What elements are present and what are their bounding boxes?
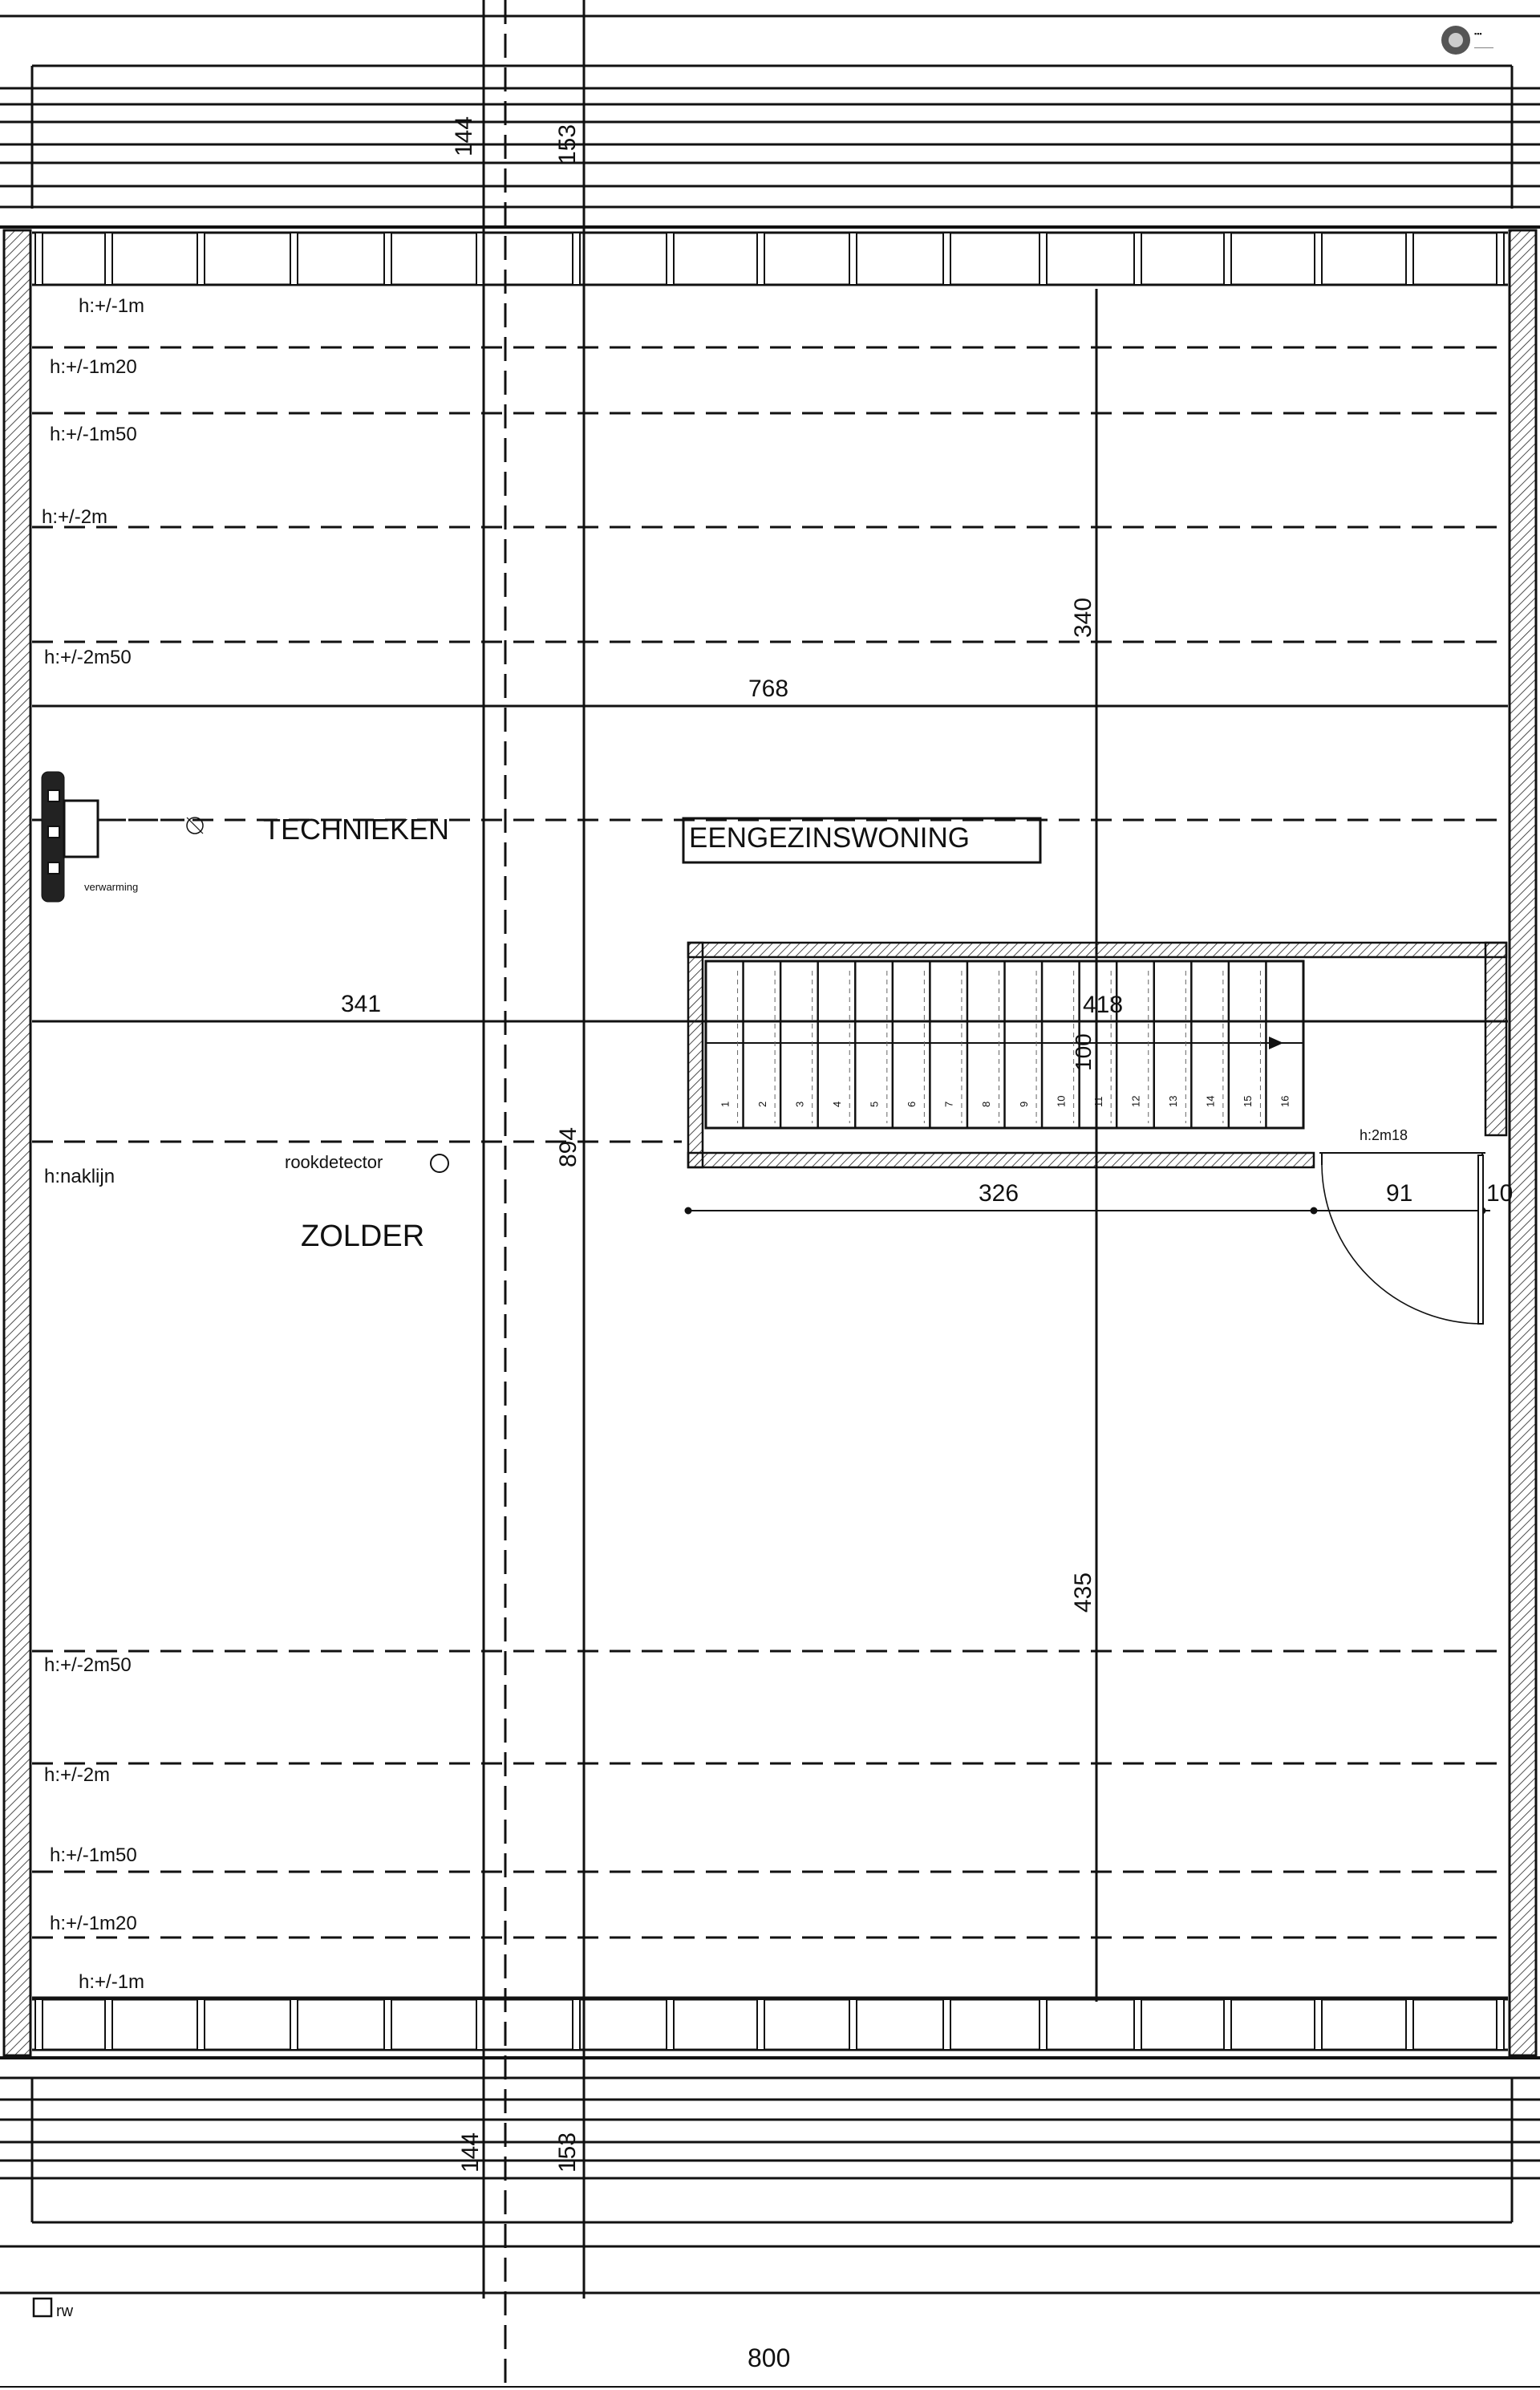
stair-step-number: 16 (1279, 1095, 1291, 1107)
dim-91: 91 (1386, 1180, 1413, 1207)
stair-step-number: 13 (1167, 1095, 1180, 1107)
rafter (1040, 233, 1047, 285)
top-roof-band (0, 16, 1540, 227)
rafter (757, 233, 764, 285)
dim-326: 326 (979, 1180, 1019, 1207)
stair-step-number: 5 (868, 1101, 881, 1107)
rafter (573, 233, 580, 285)
dim-100: 100 (1071, 1033, 1096, 1071)
stair-step-number: 6 (906, 1101, 918, 1107)
dim-top-144: 144 (451, 116, 477, 156)
rafter (573, 1999, 580, 2050)
label-stair-height: h:2m18 (1360, 1127, 1408, 1143)
stair-step-number: 12 (1129, 1095, 1142, 1107)
rafter (1315, 1999, 1322, 2050)
rafter-row-bottom (32, 1999, 1508, 2050)
height-top-2m: h:+/-2m (42, 506, 108, 528)
dim-341: 341 (341, 991, 382, 1017)
height-bottom-2m50: h:+/-2m50 (44, 1654, 132, 1676)
stair-step-number: 14 (1204, 1095, 1217, 1107)
rafter (384, 1999, 391, 2050)
rafter (849, 1999, 857, 2050)
stair-step-number: 8 (980, 1101, 993, 1107)
rafter (1224, 233, 1231, 285)
dim-800: 800 (748, 2343, 791, 2372)
rafter (667, 233, 674, 285)
door (1319, 1153, 1485, 1324)
rafter (1497, 1999, 1504, 2050)
height-bottom-1m50: h:+/-1m50 (50, 1844, 137, 1866)
rafter (943, 1999, 950, 2050)
rafter (667, 1999, 674, 2050)
rafter (290, 233, 298, 285)
label-verwarming: verwarming (84, 881, 139, 893)
height-bottom-1m: h:+/-1m (79, 1971, 145, 1993)
rafter (1224, 1999, 1231, 2050)
svg-text:———: ——— (1474, 44, 1493, 51)
dim-894: 894 (555, 1126, 582, 1167)
bottom-roof-band (0, 2058, 1540, 2387)
height-top-1m20: h:+/-1m20 (50, 356, 137, 378)
rafter (105, 1999, 112, 2050)
rafter (1134, 1999, 1141, 2050)
smoke-detector-circle-icon (431, 1154, 448, 1172)
dim-418: 418 (1083, 992, 1124, 1018)
rafter (1406, 1999, 1413, 2050)
room-eengezinswoning: EENGEZINSWONING (689, 822, 971, 854)
height-top-1m50: h:+/-1m50 (50, 424, 137, 445)
dim-bottom-153: 153 (554, 2132, 581, 2173)
room-technieken: TECHNIEKEN (263, 813, 450, 846)
stair-step-number: 7 (942, 1101, 955, 1107)
dim-435: 435 (1070, 1572, 1096, 1613)
height-top-2m50: h:+/-2m50 (44, 647, 132, 668)
stair-treads (719, 961, 1291, 1128)
rafter (35, 1999, 43, 2050)
rafter (849, 233, 857, 285)
stair-step-number: 3 (793, 1101, 806, 1107)
dimension-lines (32, 0, 1508, 2390)
rafter (1497, 233, 1504, 285)
rafter (197, 1999, 205, 2050)
stair-step-number: 10 (1055, 1095, 1068, 1107)
rafter (105, 233, 112, 285)
rafter (1040, 1999, 1047, 2050)
stair-step-number: 4 (830, 1101, 843, 1107)
height-bottom-2m: h:+/-2m (44, 1764, 111, 1786)
label-rw: rw (56, 2303, 74, 2320)
rafter (1134, 233, 1141, 285)
room-zolder: ZOLDER (301, 1219, 425, 1253)
label-rookdetector: rookdetector (285, 1152, 383, 1172)
dim-top-153: 153 (554, 124, 581, 164)
rafter (35, 233, 43, 285)
rainwater-marker (34, 2299, 51, 2316)
rafter-row-top (32, 233, 1508, 285)
rafter (290, 1999, 298, 2050)
rafter (197, 233, 205, 285)
stair-step-number: 15 (1242, 1095, 1254, 1107)
rafter (1315, 233, 1322, 285)
dim-bottom-144: 144 (457, 2132, 484, 2173)
dim-340: 340 (1070, 597, 1096, 638)
dim-768: 768 (748, 676, 789, 702)
height-bottom-1m20: h:+/-1m20 (50, 1913, 137, 1934)
stair-step-number: 11 (1092, 1096, 1104, 1107)
rafter (943, 233, 950, 285)
height-naklijn: h:naklijn (44, 1166, 116, 1187)
architect-logo-icon (1441, 26, 1493, 55)
height-top-1m: h:+/-1m (79, 295, 145, 317)
rafter (1406, 233, 1413, 285)
stair-step-number: 2 (756, 1101, 768, 1107)
dim-10: 10 (1486, 1180, 1514, 1207)
height-lines (32, 347, 1508, 1938)
stair-step-number: 1 (719, 1101, 732, 1107)
rafter (384, 233, 391, 285)
rafter (757, 1999, 764, 2050)
svg-text:▪▪▪: ▪▪▪ (1474, 30, 1482, 38)
stair-step-number: 9 (1017, 1101, 1030, 1107)
stair-direction-arrow-icon (1269, 1037, 1283, 1049)
